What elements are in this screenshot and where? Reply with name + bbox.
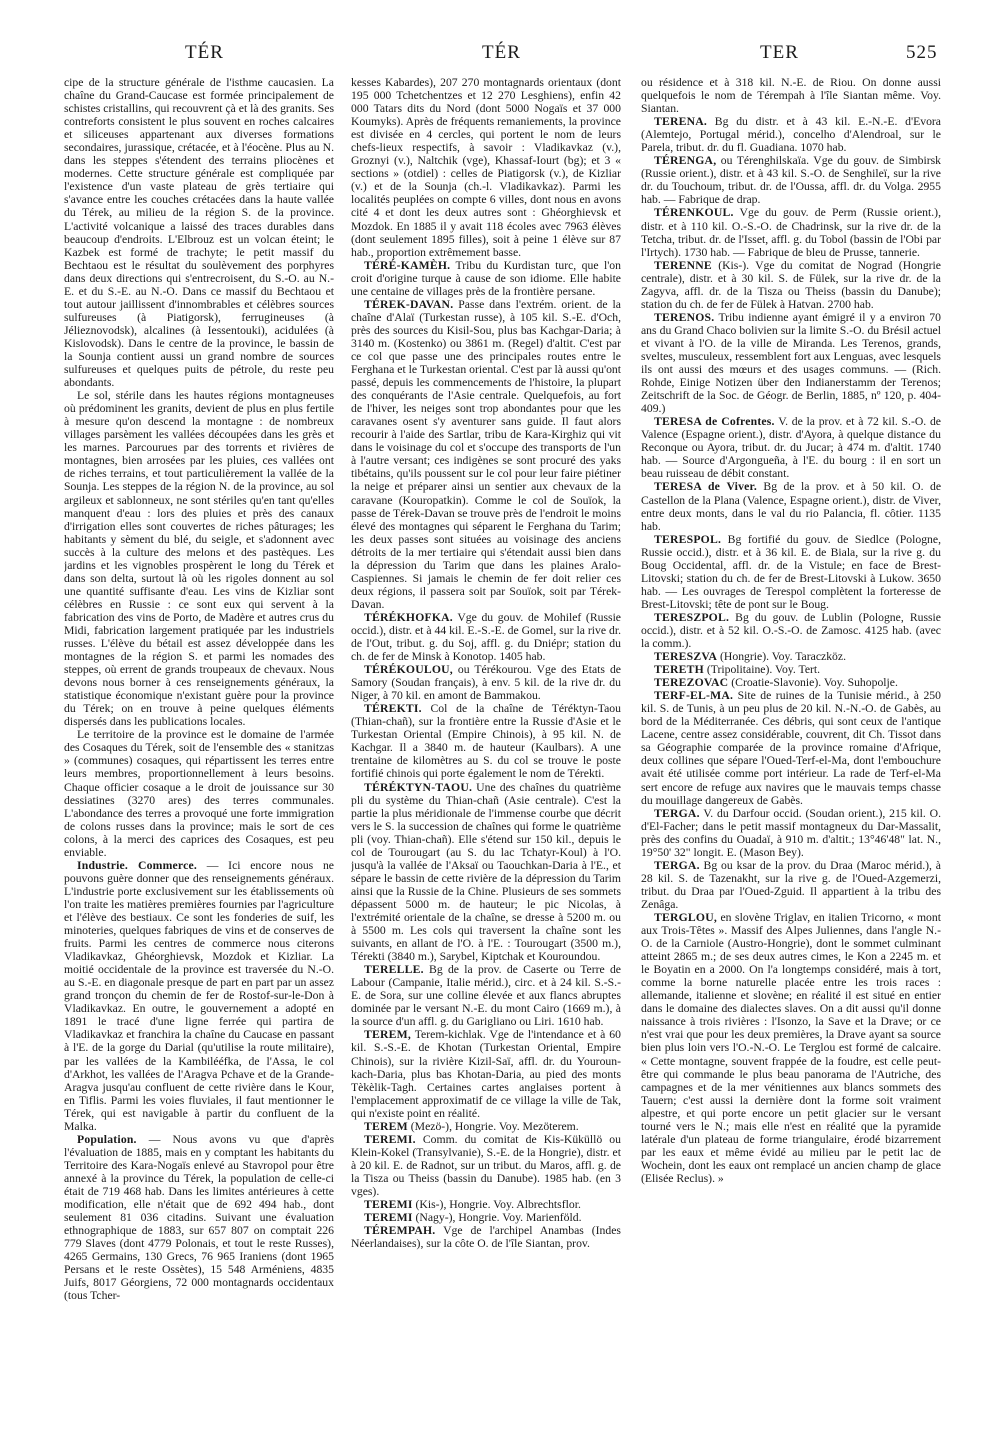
entry-text: ou Térékourou. Vge des Etats de Samory (Soudan français), à env. 5 kil. de la rive dr. du Niger, à 70 kil. en amont de Bammakou.: [351, 663, 621, 703]
entry-headword: TERENNE: [654, 258, 712, 272]
entry-text: Le territoire de la province est le domaine de l'armée des Cosaques du Térek, soit de l'ensemble des « stanitzas » (communes) cosaques, qui répartissent les terres entre leurs membres, proportionnellement à leurs besoins. Chaque officier cosaque a le droit de jouissance sur 30 dessiatines (3270 ares) des terres communales. L'abondance des terres a provoqué une forte immigration de colons russes dans la province; mais le sort de ces colons, à la merci des caprices des Cosaques, est peu enviable.: [64, 728, 334, 859]
entry-headword: TERESPOL.: [654, 532, 722, 546]
entry-headword: TEREMI: [364, 1211, 413, 1225]
entry-headword: TÉRÉKHOFKA.: [364, 610, 453, 624]
dictionary-entry: [641, 533, 941, 611]
entry-headword: TERGA.: [654, 806, 700, 820]
dictionary-entry: [641, 311, 941, 415]
entry-text: (Nagy-), Hongrie. Voy. Marienföld.: [412, 1211, 582, 1225]
entry-text: (Kis-), Hongrie. Voy. Albrechtsflor.: [412, 1198, 581, 1212]
entry-text: (Hongrie). Voy. Taraczköz.: [717, 650, 846, 664]
entry-headword: TEREM,: [364, 1028, 411, 1042]
paragraph: [641, 76, 941, 115]
dictionary-entry: [641, 859, 941, 911]
entry-headword: TÉRENKOUL.: [654, 206, 734, 220]
entry-text: Le sol, stérile dans les hautes régions montagneuses où prédominent les granits, devient de plus en plus fertile à mesure qu'on descend la montagne : de nombreux villages parsèment les vallées découpées dans les grès et les marnes. Parcourues par des torrents et rivières de montagnes, bien arrosées par les pluies, ces vallées ont de riches terrains, et tout particulièrement la vallée de la Sounja. Les steppes de la région N. de la province, au sol argileux et sablonneux, ne sont stériles qu'en tant qu'elles manquent d'eau : lors des pluies et près des canaux d'irrigation elles sont couvertes de riches pâturages; les habitants y sèment du blé, du seigle, et s'adonnent avec succès à la culture des melons et des pastèques. Les jardins et les vignobles prospèrent le long du Térek et dans son delta, surtout là où les rigoles donnent au sol une quantité suffisante d'eau. Les vins de Kizliar sont célèbres en Russie : ce sont eux qui servent à la fabrication des vins de Porto, de Madère et autres crus du Midi, fabrication largement pratiquée par les industriels russes. L'élève du bétail est assez développée dans les montagnes de la région S. et parmi les nomades des steppes, où errent de grands troupeaux de chevaux. Nous devons nous borner à ces renseignements généraux, la statistique économique n'existant guère pour la province du Térek; on en trouve à peine quelques éléments dispersés dans les publications locales.: [64, 389, 334, 729]
entry-headword: TÉRENGA,: [654, 154, 717, 168]
entry-text: V. du Darfour occid. (Soudan orient.), 215 kil. O. d'El-Facher; dans le petit massif montagneux du Dar-Massalit, près des confins du Ouadaï, à 910 m. d'altit.; 13°46'48" lat. N., 19°50' 32" longit. E. (Mason Bey).: [641, 806, 941, 859]
dictionary-entry: [351, 611, 621, 663]
paragraph: [64, 76, 334, 389]
entry-headword: TERENA.: [654, 115, 708, 129]
entry-text: Terem-kichlak. Vge de l'intendance et à 60 kil. S.-S.-E. de Khotan (Turkestan Oriental, Empire Chinois), sur la rivière Kizil-Saï, affl. dr. du Youroun-kach-Daria, plus bas Khotan-Daria, au pied des monts Tèkèlik-Tagh. Certaines cartes anglaises portent à l'emplacement approximatif de ce village la ville de Tak, qui n'existe point en réalité.: [351, 1028, 621, 1120]
entry-headword: TERENOS.: [654, 310, 715, 324]
running-head-left: TÉR: [185, 42, 224, 63]
dictionary-entry: [641, 115, 941, 154]
dictionary-entry: [351, 1120, 621, 1133]
dictionary-entry: [351, 1198, 621, 1211]
entry-text: ou Térenghilskaïa. Vge du gouv. de Simbirsk (Russie orient.), distr. et à 43 kil. S.-O. de Senghileï, sur la rive dr. du Touchoum, tribut. dr. de l'Oussa, affl. dr. du Volga. 2955 hab. — Fabrique de drap.: [641, 154, 941, 207]
entry-text: Bg fortifié du gouv. de Siedlce (Pologne, Russie occid.), distr. et à 36 kil. E. de Biala, sur la rive g. du Boug Occidental, affl. dr. de la Vistule; en face de Brest-Litovski; station du ch. de fer de Brest-Litovski à Lukow. 3650 hab. — Les ouvrages de Terespol complètent la forteresse de Brest-Litovski; tête de pont sur le Boug.: [641, 532, 941, 611]
dictionary-entry: [641, 663, 941, 676]
entry-text: Tribu indienne ayant émigré il y a environ 70 ans du Grand Chaco bolivien sur la limite S.-O. du Brésil actuel et vivant à l'O. de la ville de Miranda. Les Terenos, grands, sveltes, musculeux, ressemblent fort aux Lenguas, avec lesquels ils ont aussi des mœurs et des usages communs. — (Rich. Rohde, Einige Notizen über den Indianerstamm der Terenos; Zeitschrift de la Soc. de Géogr. de Berlin, 1885, nº 120, p. 404-409.): [641, 310, 941, 416]
entry-text: kesses Kabardes), 207 270 montagnards orientaux (dont 195 000 Tchetchentzes et 12 270 Lesghiens), enfin 42 000 Tatars dits du Nord (dont 5000 Nogaïs et 37 000 Koumyks). Après de fréquents remaniements, la province est divisée en 4 cercles, qui portent le nom de leurs chefs-lieux respectifs, à savoir : Vladikavkaz (v.), Groznyi (v.), Naltchik (vge), Khassaf-Iourt (bg); et 3 « sections » (otdiel) : celles de Piatigorsk (v.), de Kizliar (v.) et de la Sounja (ch.-l. Vladikavkaz). Parmi les localités peuplées on compte 6 villes, dont nous en avons cité 4 et dont les deux autres sont : Ghéorghievsk et Mozdok. En 1885 il y avait 118 écoles avec 7963 élèves (dont seulement 1895 filles), soit à peine 1 élève sur 87 hab., proportion extrêmement basse.: [351, 76, 621, 259]
entry-text: (Mezö-), Hongrie. Voy. Mezöterem.: [407, 1119, 579, 1133]
entry-text: en slovène Triglav, en italien Tricorno, « mont aux Trois-Têtes ». Massif des Alpes Juliennes, dans l'angle N.-O. de la Carniole (Austro-Hongrie), dont le sommet culminant atteint 2865 m.; de ses deux autres cimes, le Kon a 2245 m. et le Boyatin en a 2000. On l'a longtemps considéré, mais à tort, comme la borne naturelle placée entre les trois races : allemande, italienne et slovène; en réalité il est situé en entier dans le domaine des dialectes slaves. On a dit aussi qu'il donne naissance à trois rivières : l'Isonzo, la Save et la Drave; or ce n'est vrai que pour les deux premières, la Drave ayant sa source bien plus loin vers l'O.-N.-O. Le Terglou est formé de calcaire. « Cette montagne, souvent frappée de la foudre, est celle peut-être qui commande le plus beau panorama de l'Autriche, des campagnes et de la mer vénitiennes aux blancs sommets des Tauern; c'est aussi la dernière dont la forme soit vraiment alpestre, et qui porte encore un petit glacier sur le versant tourné vers le N.; mais elle n'est en réalité que la pyramide latérale d'un plateau de forme triangulaire, érodé bizarrement par les eaux et même évidé au milieu par le petit lac de Wochein, dont les eaux ont remplacé un ancien champ de glace (Elisée Reclus). »: [641, 911, 941, 1185]
entry-text: — Nous avons vu que d'après l'évaluation de 1885, mais en y comptant les habitants du Territoire des Kara-Nogaïs enlevé au Stavropol pour être annexé à la province du Térek, la population de celle-ci était de 719 468 hab. Dans les limites antérieures à cette modification, elle n'était que de 692 494 hab., dont seulement 81 036 citadins. Suivant une évaluation ethnographique de 1883, sur 657 807 on comptait 226 779 Slaves (dont 4779 Polonais, et tout le reste Russes), 4265 Germains, 130 Grecs, 76 965 Iraniens (dont 1965 Persans et le reste Ossètes), 15 548 Arméniens, 4835 Juifs, 8017 Géorgiens, 72 000 montagnards occidentaux (tous Tcher-: [64, 1132, 334, 1303]
entry-text: Vge du gouv. de Mohilef (Russie occid.), distr. et à 44 kil. E.-S.-E. de Gomel, sur la rive dr. de l'Out, tribut. g. du Soj, affl. g. du Dniépr; station du ch. de fer de Minsk à Konotop. 1405 hab.: [351, 610, 621, 664]
entry-headword: TERGLOU,: [654, 911, 717, 924]
dictionary-entry: [641, 480, 941, 532]
dictionary-entry: [641, 911, 941, 1185]
entry-text: Vge de l'archipel Anambas (Indes Néerlandaises), sur la côte O. de l'île Siantan, prov.: [351, 1224, 621, 1251]
entry-text: Bg de la prov. de Caserte ou Terre de Labour (Campanie, Italie mérid.), circ. et à 24 kil. S.-S.-E. de Sora, sur une colline élevée et aux flancs abruptes dominée par le versant N.-E. du mont Cairo (1669 m.), à la source d'un affl. g. du Garigliano ou Liri. 1610 hab.: [351, 963, 621, 1029]
page-number: 525: [906, 42, 938, 63]
entry-text: Bg ou ksar de la prov. du Draa (Maroc mérid.), à 28 kil. S. de Tazenakht, sur la rive g. de l'Oued-Azgemerzi, tribut. du Draa par l'Oued-Zguid. Il appartient à la tribu des Zenâga.: [641, 858, 941, 911]
dictionary-entry: [351, 259, 621, 298]
dictionary-entry: [641, 650, 941, 663]
entry-text: (Kis-). Vge du comitat de Nograd (Hongrie centrale), distr. et à 30 kil. S. de Fülek, sur la rive dr. de la Zagyva, affl. dr. de la Tisza ou Theiss (bassin du Danube); station du ch. de fer de Fülek à Hatvan. 2700 hab.: [641, 258, 941, 311]
entry-text: Comm. du comitat de Kis-Küküllö ou Klein-Kokel (Transylvanie), S.-E. de la Hongrie), distr. et à 20 kil. E. de Radnot, sur un tribut. du Maros, affl. g. de la Tisza ou Theiss (bassin du Danube). 1985 hab. (en 3 vges).: [351, 1132, 621, 1198]
dictionary-entry: [64, 859, 334, 1133]
text-column-left: [64, 76, 334, 1414]
entry-headword: TÉREMPAH.: [364, 1224, 436, 1238]
running-head-center: TÉR: [482, 42, 521, 63]
entry-text: Vge du gouv. de Perm (Russie orient.), distr. et à 110 kil. O.-S.-O. de Chadrinsk, sur la rive dr. de la Tetcha, tribut. dr. de l'Isset, affl. g. du Tobol (bassin de l'Obi par l'Irtych). 1730 hab. — Fabrique de bleu de Prusse, tannerie.: [641, 206, 941, 259]
dictionary-entry: [641, 154, 941, 206]
entry-headword: Industrie. Commerce.: [77, 858, 197, 872]
entry-headword: TÉRÉKTYN-TAOU.: [364, 780, 473, 794]
dictionary-entry: [641, 206, 941, 258]
entry-text: Bg du distr. et à 43 kil. E.-N.-E. d'Evora (Alemtejo, Portugal mérid.), concelho d'Alendroal, sur le Parela, tribut. dr. du fl. Guadiana. 1070 hab.: [641, 115, 941, 155]
entry-headword: TERELLE.: [364, 963, 424, 977]
dictionary-entry: [351, 1133, 621, 1198]
entry-headword: TEREZOVAC: [654, 676, 729, 690]
entry-headword: TERESZVA: [654, 650, 718, 664]
paragraph: [351, 76, 621, 259]
dictionary-entry: [351, 298, 621, 611]
entry-text: Col de la chaîne de Téréktyn-Taou (Thian-chañ), sur la frontière entre la Russie d'Asie et le Turkestan Oriental (Empire Chinois), à 95 kil. N. de Kachgar. Il a 3840 m. de hauteur (Kaulbars). A une trentaine de kilomètres au S. du col se trouve le poste fortifié chinois qui porte également le nom de Térekti.: [351, 702, 621, 781]
entry-headword: TERF-EL-MA.: [654, 689, 734, 703]
entry-headword: TERGA.: [654, 858, 700, 872]
entry-headword: TERESA de Cofrentes.: [654, 415, 775, 429]
entry-text: (Tripolitaine). Voy. Tert.: [703, 663, 821, 677]
entry-headword: TÉRÉ-KAMÈH.: [364, 258, 451, 272]
entry-headword: TEREMI.: [364, 1132, 416, 1146]
dictionary-entry: [641, 415, 941, 480]
dictionary-entry: [641, 611, 941, 650]
paragraph: [64, 728, 334, 858]
dictionary-entry: [351, 963, 621, 1028]
entry-headword: TEREM: [364, 1119, 408, 1133]
entry-headword: TERESA de Viver.: [654, 480, 757, 494]
dictionary-entry: [641, 807, 941, 859]
dictionary-entry: [64, 1133, 334, 1303]
paragraph: [64, 389, 334, 728]
entry-headword: Population.: [77, 1132, 137, 1146]
dictionary-entry: [641, 676, 941, 689]
dictionary-entry: [641, 259, 941, 311]
text-column-middle: [351, 76, 621, 1414]
dictionary-entry: [641, 689, 941, 806]
dictionary-entry: [351, 702, 621, 780]
entry-text: — Ici encore nous ne pouvons guère donner que des renseignements généraux. L'industrie porte exclusivement sur les établissements où l'on traite les matières premières fournies par l'agriculture et l'élève des bestiaux. Ce sont les fonderies de suif, les minoteries, quelques fabriques de vins et de conserves de fruits. Parmi les centres de commerce nous citerons Vladikavkaz, Ghéorghievsk, Mozdok et Kizliar. La moitié occidentale de la province est traversée du N.-O. au S.-E. en diagonale presque de part en part par un assez grand tronçon du chemin de fer de Rostof-sur-le-Don à Vladikavkaz. En outre, le gouvernement a adopté en 1891 le tracé d'une ligne ferrée qui partira de Vladikavkaz et franchira la chaîne du Caucase en passant à l'E. de la gorge du Darial (qu'utilise la route militaire), par les vallées de la Kambilééfka, de l'Assa, le col d'Arkhot, les vallées de l'Aragva Pchave et de la Grande-Aragva jusqu'au confluent de cette rivière dans le Kour, en Tiflis. Parmi les voies fluviales, il faut mentionner le Térek, qui est navigable à partir du confluent de la Malka.: [64, 858, 334, 1133]
dictionary-entry: [351, 1224, 621, 1250]
entry-headword: TÉREK-DAVAN.: [364, 297, 454, 311]
entry-text: Bg du gouv. de Lublin (Pologne, Russie occid.), distr. et à 52 kil. O.-S.-O. de Zamosc. 4125 hab. (avec la comm.).: [641, 610, 941, 651]
entry-text: (Croatie-Slavonie). Voy. Suhopolje.: [728, 676, 898, 690]
entry-text: Passe dans l'extrém. orient. de la chaîne d'Alaï (Turkestan russe), à 105 kil. S.-E. d'Och, près des sources du Kisil-Sou, plus bas Kachgar-Daria; à 3140 m. (Kostenko) ou 3861 m. (Regel) d'altit. C'est par ce col que passe une des principales routes entre le Ferghana et le Turkestan oriental. C'est par là aussi qu'ont passé, depuis les commencements de l'histoire, la plupart des conquérants de l'Asie centrale. Quelquefois, au fort de l'hiver, les neiges sont trop abondantes pour que les caravanes osent s'y aventurer sans guide. Il faut alors recourir à l'aide des Sartlar, tribu de Kara-Kirghiz qui vit dans le voisinage du col et s'occupe des transports de l'un à l'autre versant; ces indigènes se sont procuré des yaks tibétains, qu'ils poussent sur le col pour leur faire piétiner la neige et préparer ainsi un sentier aux chevaux de la caravane (Kouropatkin). Comme le col de Souïok, la passe de Térek-Davan se trouve près de l'endroit le moins élevé des montagnes qui séparent le Ferghana du Tarim; les deux passes sont situées au voisinage des anciens détroits de la mer tertiaire qui s'étendait aussi bien dans la dépression du Tarim que dans les plaines Aralo-Caspiennes. Si jamais le chemin de fer doit relier ces deux régions, il passera soit par Souïok, soit par Térek-Davan.: [351, 297, 621, 611]
entry-headword: TÉRÉKOULOU,: [364, 663, 453, 677]
entry-text: Bg de la prov. et à 50 kil. O. de Castellon de la Plana (Valence, Espagne orient.), distr. de Viver, entre deux monts, dans le val du rio Palancia, fl. côtier. 1135 hab.: [641, 480, 941, 533]
entry-text: Une des chaînes du quatrième pli du système du Thian-chañ (Asie centrale). C'est la partie la plus méridionale de l'immense courbe que décrit vers le S. la succession de chaînes qui forme le quatrième pli (voy. Thian-chañ). Elle s'étend sur 150 kil., depuis le col de Tourougart (au S. du lac Tchatyr-Koul) à l'O. jusqu'à la vallée de l'Aksaï ou Taouchkan-Daria à l'E., et sépare le bassin de cette rivière de la dépression du Tarim ainsi que la Russie de la Chine. Plusieurs de ses sommets dépassent 5000 m. de hauteur; le pic Nicolas, à l'extrémité orientale de la chaîne, se dresse à 5200 m. ou à 5500 m. Les cols qui traversent la chaîne sont les suivants, en allant de l'O. à l'E. : Tourougart (3500 m.), Térekti (3840 m.), Sarybel, Kiptchak et Kouroundou.: [351, 780, 621, 964]
running-head-right: TER: [760, 42, 799, 63]
entry-headword: TERESZPOL.: [654, 610, 730, 624]
entry-text: cipe de la structure générale de l'isthme caucasien. La chaîne du Grand-Caucase est formée principalement de schistes cristallins, qui recouvrent çà et là des granits. Ses contreforts consistent le plus souvent en roches calcaires et siliceuses appartenant aux diverses formations secondaires, jurassique, crétacée, et à l'éocène. Plus au N. dans les steppes s'étendent des terrains pliocènes et modernes. Cette structure générale est compliquée par l'existence d'un vaste plateau de grès tertiaire qui s'avance entre les couches crétacées dans la haute vallée du Térek, au milieu de la région S. de la province. L'activité volcanique a laissé des traces durables dans beaucoup d'endroits. L'Elbrouz est un volcan éteint; le Kazbek est formé de trachyte; le petit massif du Bechtaou est le résultat du soulèvement des porphyres dans deux directions qui s'entrecroisent, du S.-O. au N.-E. et du S.-E. au N.-O. Dans ce massif du Bechtaou et tout autour jaillissent d'innombrables et célèbres sources sulfureuses (à Piatigorsk), ferrugineuses (à Jélieznovodsk), alcalines (à Iessentouki), acidulées (à Kislovodsk). Dans le centre de la province, le bassin de la Sounja contient aussi un grand nombre de sources sulfureuses et quelques puits de pétrole, du reste peu abondants.: [64, 76, 334, 390]
entry-headword: TERETH: [654, 663, 704, 677]
entry-text: Tribu du Kurdistan turc, que l'on croit d'origine turque à cause de son idiome. Elle habite une centaine de villages près de la frontière persane.: [351, 258, 621, 298]
dictionary-entry: [351, 781, 621, 964]
entry-text: Site de ruines de la Tunisie mérid., à 250 kil. S. de Tunis, à un peu plus de 20 kil. N.-N.-O. de Gabès, au bord de la Méditerranée. Ces débris, qui sont ceux de l'antique Lacene, centre assez considérable, couvrent, dit Ch. Tissot dans sa Géographie comparée de la province romaine d'Afrique, deux collines que sépare l'Oued-Terf-el-Ma, dont l'embouchure avait été utilisée comme port intérieur. La rade de Terf-el-Ma sert encore de refuge aux navires que le mauvais temps chasse du mouillage dangereux de Gabès.: [641, 689, 941, 807]
entry-text: V. de la prov. et à 72 kil. S.-O. de Valence (Espagne orient.), distr. d'Ayora, à quelque distance du Reconque ou Ayora, tribut. dr. du Jucar; à 474 m. d'altit. 1740 hab. — Source d'Argongueña, à l'E. du bourg : il en sort un beau ruisseau de débit constant.: [641, 415, 941, 481]
entry-headword: TÉREKTI.: [364, 702, 422, 716]
text-column-right: [641, 76, 941, 1414]
entry-text: ou résidence et à 318 kil. N.-E. de Riou. On donne aussi quelquefois le nom de Térempah à l'île Siantan même. Voy. Siantan.: [641, 76, 941, 116]
dictionary-entry: [351, 1028, 621, 1119]
entry-headword: TEREMI: [364, 1198, 413, 1212]
dictionary-entry: [351, 1211, 621, 1224]
dictionary-entry: [351, 663, 621, 702]
